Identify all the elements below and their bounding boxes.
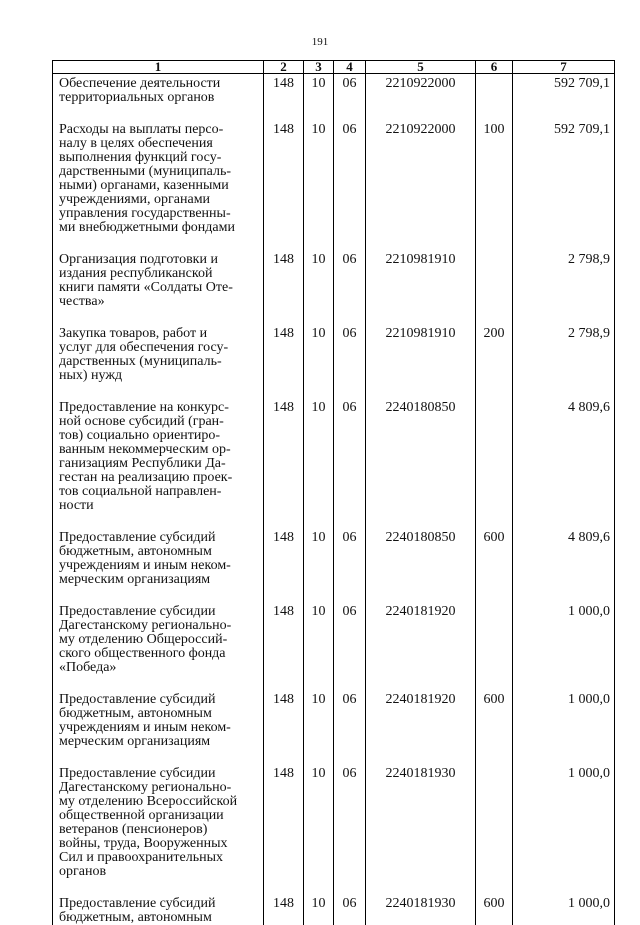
row-name-line: Организация подготовки и (59, 253, 263, 267)
row-name-line: органов (59, 865, 263, 879)
row-name-line: Предоставление субсидии (59, 605, 263, 619)
table-row (53, 587, 615, 675)
column-header-subsection: 4 (334, 61, 366, 74)
row-name-line: дарственных (муниципаль- (59, 355, 263, 369)
row-admin-code: 148 (264, 105, 304, 235)
row-name-line: Расходы на выплаты персо- (59, 123, 263, 137)
table-row (53, 105, 615, 235)
row-name-line: учреждениям и иным неком- (59, 721, 263, 735)
row-admin-code: 148 (264, 675, 304, 749)
row-section: 10 (304, 309, 334, 383)
row-name-line: Предоставление субсидий (59, 531, 263, 545)
row-name (53, 74, 264, 106)
row-name (53, 879, 264, 925)
row-subsection: 06 (334, 587, 366, 675)
table-row (53, 513, 615, 587)
row-target-code: 2240180850 (366, 513, 476, 587)
row-expense-type: 600 (476, 675, 513, 749)
row-name-line: бюджетным, автономным (59, 545, 263, 559)
row-name-line: бюджетным, автономным (59, 707, 263, 721)
row-name-line: мерческим организациям (59, 735, 263, 749)
row-expense-type: 200 (476, 309, 513, 383)
row-name-line: Дагестанскому регионально- (59, 781, 263, 795)
row-name-line: управления государственны- (59, 207, 263, 221)
row-target-code: 2240181920 (366, 587, 476, 675)
row-subsection: 06 (334, 74, 366, 106)
row-subsection: 06 (334, 383, 366, 513)
column-header-name: 1 (53, 61, 264, 74)
row-admin-code: 148 (264, 749, 304, 879)
row-name-line: Обеспечение деятельности (59, 77, 263, 91)
row-subsection: 06 (334, 309, 366, 383)
row-name-line: Предоставление субсидий (59, 693, 263, 707)
row-amount: 1 000,0 (513, 749, 615, 879)
row-name (53, 383, 264, 513)
row-name-line: гестан на реализацию проек- (59, 471, 263, 485)
row-name-line: услуг для обеспечения госу- (59, 341, 263, 355)
row-name (53, 749, 264, 879)
row-amount: 2 798,9 (513, 309, 615, 383)
row-name-line: ветеранов (пенсионеров) (59, 823, 263, 837)
row-amount: 2 798,9 (513, 235, 615, 309)
row-name-line: ского общественного фонда (59, 647, 263, 661)
table-row (53, 74, 615, 106)
row-name-line: Предоставление на конкурс- (59, 401, 263, 415)
row-name (53, 675, 264, 749)
row-amount: 1 000,0 (513, 675, 615, 749)
row-name-line: Сил и правоохранительных (59, 851, 263, 865)
table-body (53, 74, 615, 925)
row-name-line: Дагестанскому регионально- (59, 619, 263, 633)
row-subsection: 06 (334, 879, 366, 925)
row-expense-type (476, 383, 513, 513)
row-amount: 4 809,6 (513, 513, 615, 587)
row-subsection: 06 (334, 105, 366, 235)
row-name-line: учреждениями, органами (59, 193, 263, 207)
row-name-line: ганизациям Республики Да- (59, 457, 263, 471)
table-row (53, 309, 615, 383)
row-section: 10 (304, 879, 334, 925)
row-section: 10 (304, 587, 334, 675)
row-name-line: издания республиканской (59, 267, 263, 281)
row-target-code: 2210922000 (366, 105, 476, 235)
row-target-code: 2210981910 (366, 235, 476, 309)
row-name (53, 105, 264, 235)
row-name-line: общественной организации (59, 809, 263, 823)
header-row (53, 61, 615, 74)
row-target-code: 2240181930 (366, 749, 476, 879)
row-subsection: 06 (334, 675, 366, 749)
row-name-line: ми внебюджетными фондами (59, 221, 263, 235)
row-expense-type (476, 74, 513, 106)
row-amount: 4 809,6 (513, 383, 615, 513)
row-name (53, 235, 264, 309)
row-name-line: ных) нужд (59, 369, 263, 383)
row-admin-code: 148 (264, 235, 304, 309)
row-expense-type (476, 587, 513, 675)
row-name (53, 513, 264, 587)
table-row (53, 383, 615, 513)
row-target-code: 2240180850 (366, 383, 476, 513)
row-name-line: дарственными (муниципаль- (59, 165, 263, 179)
row-name-line: чества» (59, 295, 263, 309)
row-subsection: 06 (334, 235, 366, 309)
row-name-line: ванным некоммерческим ор- (59, 443, 263, 457)
budget-table (52, 60, 615, 925)
row-expense-type: 600 (476, 879, 513, 925)
row-name-line: бюджетным, автономным (59, 911, 263, 925)
row-amount: 592 709,1 (513, 105, 615, 235)
row-target-code: 2210922000 (366, 74, 476, 106)
column-header-target: 5 (366, 61, 476, 74)
row-admin-code: 148 (264, 513, 304, 587)
row-name-line: тов социальной направлен- (59, 485, 263, 499)
row-target-code: 2240181930 (366, 879, 476, 925)
row-name (53, 587, 264, 675)
row-name-line: Закупка товаров, работ и (59, 327, 263, 341)
row-name-line: «Победа» (59, 661, 263, 675)
table-row (53, 235, 615, 309)
row-name-line: ной основе субсидий (гран- (59, 415, 263, 429)
row-expense-type (476, 749, 513, 879)
column-header-expense-type: 6 (476, 61, 513, 74)
row-name-line: книги памяти «Солдаты Оте- (59, 281, 263, 295)
row-admin-code: 148 (264, 74, 304, 106)
row-name-line: му отделению Общероссий- (59, 633, 263, 647)
row-section: 10 (304, 749, 334, 879)
row-target-code: 2210981910 (366, 309, 476, 383)
row-name-line: войны, труда, Вооруженных (59, 837, 263, 851)
row-name-line: ности (59, 499, 263, 513)
column-header-amount: 7 (513, 61, 615, 74)
row-admin-code: 148 (264, 383, 304, 513)
row-name-line: му отделению Всероссийской (59, 795, 263, 809)
row-expense-type: 100 (476, 105, 513, 235)
row-expense-type: 600 (476, 513, 513, 587)
row-name-line: налу в целях обеспечения (59, 137, 263, 151)
row-section: 10 (304, 105, 334, 235)
table-row (53, 879, 615, 925)
row-target-code: 2240181920 (366, 675, 476, 749)
row-name (53, 309, 264, 383)
row-amount: 1 000,0 (513, 587, 615, 675)
row-name-line: Предоставление субсидий (59, 897, 263, 911)
row-admin-code: 148 (264, 309, 304, 383)
row-expense-type (476, 235, 513, 309)
row-name-line: выполнения функций госу- (59, 151, 263, 165)
column-header-section: 3 (304, 61, 334, 74)
row-subsection: 06 (334, 749, 366, 879)
row-section: 10 (304, 513, 334, 587)
row-section: 10 (304, 235, 334, 309)
row-name-line: тов) социально ориентиро- (59, 429, 263, 443)
row-amount: 1 000,0 (513, 879, 615, 925)
row-admin-code: 148 (264, 879, 304, 925)
row-name-line: территориальных органов (59, 91, 263, 105)
table-row (53, 749, 615, 879)
table-row (53, 675, 615, 749)
row-name-line: ными) органами, казенными (59, 179, 263, 193)
row-admin-code: 148 (264, 587, 304, 675)
row-name-line: учреждениям и иным неком- (59, 559, 263, 573)
row-name-line: Предоставление субсидии (59, 767, 263, 781)
row-name-line: мерческим организациям (59, 573, 263, 587)
row-section: 10 (304, 383, 334, 513)
row-section: 10 (304, 74, 334, 106)
row-section: 10 (304, 675, 334, 749)
column-header-admin: 2 (264, 61, 304, 74)
page-number: 191 (0, 36, 640, 48)
row-amount: 592 709,1 (513, 74, 615, 106)
row-subsection: 06 (334, 513, 366, 587)
